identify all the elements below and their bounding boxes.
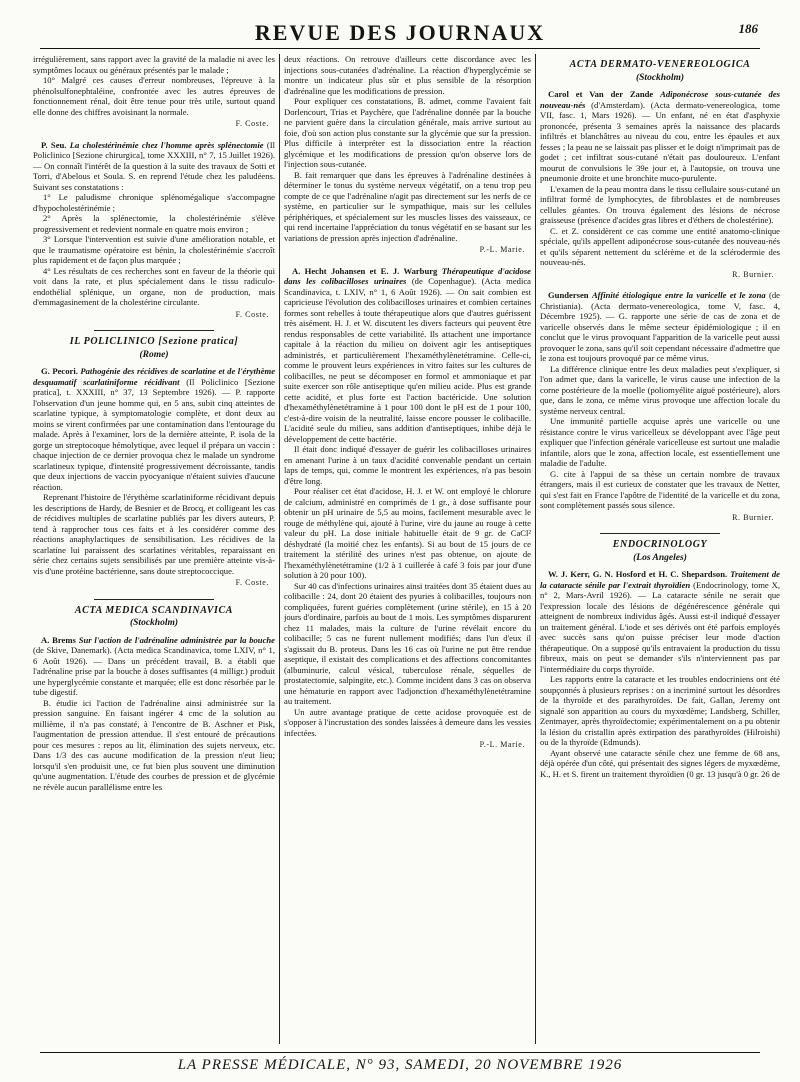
article-hecht: [284, 266, 531, 739]
paragraph: deux réactions. On retrouve d'ailleurs cette discordance avec les injections sous-cutanées d'adrénaline. La réaction d'hyperglycémie se montre un indicateur plus sûr et plus sensible de la résorption d'adrénaline que les modifications de pression.: [284, 54, 531, 96]
paragraph: irrégulièrement, sans rapport avec la gravité de la maladie ni avec les symptômes locaux ou généraux présentés par le malade ;: [33, 54, 275, 75]
paragraph: 2° Après la splénectomie, la cholestérinémie s'élève progressivement et redevient normale en quatre mois environ ;: [33, 213, 275, 234]
article-reference: (d'Amsterdam). (Acta dermato-venereologica, tome VII, fasc. 1, Mars 1926). — Un enfant, né en état d'asphyxie prononcée, présenta 3 semaines après la naissance des placards infiltrés et blanchâtres au niveau du cou, entre les épaules et aux fesses ; la peau ne se laissait pas plisser et le doigt n'imprimait pas de godet ; cet infiltrat sous-cutané n'était pas douloureux. L'enfant mourut de convulsions le 39e jour et, à l'autopsie, on trouva une pneumonie droite et une bronchite muco-purulente.: [540, 99, 780, 183]
article-title: Adiponécrose sous-cutanée des nouveau-nés: [540, 89, 780, 110]
paragraph: Pour réaliser cet état d'acidose, H. J. et W. ont employé le chlorure de calcium, administré en comprimés de 1 gr., à dose suffisante pour obtenir un pH urinaire de 5,5 au moins, facilement mesurable avec le rouge de méthylène qui, ajouté à l'urine, vire du jaune au rouge à cette valeur du pH. La dose initiale habituelle était de 9 gr. de CaCl² déshydraté (la moitié chez les enfants). Si au bout de 15 jours de ce traitement la stérilité des urines n'est pas obtenue, on ajoute de l'hexaméthylènetétramine (1/2 à 1 cuillerée à café 3 fois par jour d'une solution à 20 pour 100).: [284, 486, 531, 580]
journal-title: REVUE DES JOURNAUX: [254, 20, 546, 45]
page-number: 186: [738, 21, 758, 36]
column-3: [540, 54, 780, 1046]
paragraph: [33, 635, 275, 698]
section-divider: [94, 599, 214, 600]
paragraph: 10° Malgré ces causes d'erreur nombreuses, l'épreuve à la phénolsulfonephtaléine, confrontée avec les autres épreuves de fonctionnement rénal, doit être tenue pour très utile, surtout quand elle donne des chiffres avoisinant la normale.: [33, 75, 275, 117]
section-heading: IL POLICLINICO [Sezione pratica]: [69, 336, 239, 347]
article-pecori: [33, 366, 275, 576]
article-continuation: [33, 54, 275, 117]
paragraph: 1° Le paludisme chronique splénomégalique s'accompagne d'hypocholestérinémie ;: [33, 192, 275, 213]
page-header: [40, 18, 760, 49]
section-city: (Stockholm): [635, 72, 685, 83]
paragraph: L'examen de la peau montra dans le tissu cellulaire sous-cutané un infiltrat formé de lymphocytes, de fibroblastes et de nombreuses cellules géantes. On trouva également des lésions de nécrose graisseuse (présence d'acides gras libres et d'éthers de cholestérine).: [540, 183, 780, 225]
article-title: Pathogénie des récidives de scarlatine et de l'érythème desquamatif scarlatiniforme récidivant: [33, 366, 275, 387]
article-title: Sur l'action de l'adrénaline administrée par la bouche: [78, 634, 275, 645]
paragraph: Ayant observé une cataracte sénile chez une femme de 68 ans, déjà opérée d'un côté, qui présentait des signes légers de myxœdème, K., H. et S. firent un traitement thyroïdien (0 gr. 13 jusqu'à 0 gr. 26 de: [540, 747, 780, 779]
paragraph: Il était donc indiqué d'essayer de guérir les colibacilloses urinaires en amenant l'urine à un taux d'acidité convenable pendant un certain laps de temps, qui, comme le montrent les expériences, n'a pas besoin d'être long.: [284, 444, 531, 486]
article-reference: (de Skive, Danemark). (Acta medica Scandinavica, tome LXIV, n° 1, 6 Août 1926). — Dans un précédent travail, B. a établi que l'adrénaline prise par la bouche à doses suffisantes (4 milligr.) produit une hyperglycémie constante et marquée; elle est donc résorbée par le tube digestif.: [33, 645, 275, 697]
paragraph: Pour expliquer ces constatations, B. admet, comme l'avaient fait Dorlencourt, Trias et Paychère, que l'adrénaline donnée par la bouche ne parvient guère dans la circulation générale, mais arrive surtout au foie, d'où son action plus constante sur la glycémie que sur la pression. Plus difficile à interpréter est la dissociation entre la réaction glycémique et les modifications de pression qu'on observe lors de l'injection sous-cutanée.: [284, 96, 531, 169]
article-title: La cholestérinémie chez l'homme après splénectomie: [69, 139, 264, 150]
signature: F. Coste.: [235, 578, 269, 587]
article-brems-continuation: [284, 54, 531, 243]
paragraph: [33, 366, 275, 492]
signature: R. Burnier.: [732, 269, 774, 279]
article-kerr: [540, 569, 780, 779]
paragraph: Reprenant l'histoire de l'érythème scarlatiniforme récidivant depuis les descriptions de Hardy, de Besnier et de Brocq, et colligeant les cas de récidives multiples de scarlatine publiés par les divers auteurs, P. tend à rapprocher tous ces faits et à les considérer comme des réactions anaphylactiques de sensibilisation. Les récidives de la scarlatine lui paraissent des scarlatines véritables, reparaissant en série chez certains sujets sensibilisés par une première atteinte vis-à-vis d'une protéine bactérienne, sans doute streptococcique.: [33, 492, 275, 576]
column-2: [284, 54, 531, 1046]
column-divider: [535, 54, 536, 1044]
paragraph: 3° Lorsque l'intervention est suivie d'une amélioration notable, et que le traumatisme opératoire est bénin, la cholestérinémie s'accroît plus rapidement et de façon plus marquée ;: [33, 234, 275, 265]
article-author: Carol et Van der Zande: [548, 89, 654, 99]
article-reference: (de Copenhague). (Acta medica Scandinavica, t. LXIV, n° 1, 6 Août 1926). — On sait combien est capricieuse l'évolution des colibacilloses urinaires et combien certaines formes sont rebelles à toute thérapeutique alors que d'autres guérissent très aisément. H. J. et W. discutent les divers facteurs qui peuvent être rendus responsables de cette variabilité. Ils attachent une importance capitale à la réaction du milieu on doivent agir les antiseptiques administrés, et particulièrement l'hexaméthylènetétramine. Celle-ci, comme le prouvent leurs expériences in vitro faites sur les cultures de colibacilles, ne peut se décomposer en formol et ammoniaque et par suite exercer son rôle antiseptique qu'en milieu acide. Plus est grande cette acidité, et plus forte est l'action bactéricide. Une solution d'hexaméthylènetétramine à 1 pour 100 dont le pH est de 1 pour 100, c'est-à-dire voisin de la neutralité, laisse encore pousser le colibacille. L'acidité seule du milieu, sans addition d'antiseptiques, inhibe déjà le développement de cette bactérie.: [284, 276, 531, 444]
section-city: (Los Angeles): [633, 552, 687, 563]
article-seu: [33, 140, 275, 308]
article-reference: (Il Policlinico [Sezione chirurgica], tome XXXIII, n° 7, 15 Juillet 1926). — On connaît l'intérêt de la question à la suite des travaux de Sotti et Torri, d'Abelous et Soula. S. en reprend l'étude chez les paludéens. Suivant ses constatations :: [33, 139, 275, 192]
paragraph: Sur 40 cas d'infections urinaires ainsi traitées dont 35 étaient dues au colibacille : 24, dont 20 étaient des pyuries à colibacilles, toujours non compliquées, furent guéries complètement (urine stérile), en 15 à 20 jours d'ordinaire, parfois au bout de 1 mois. Les symptômes disparurent chez 11 malades, mais la culture de l'urine révélait encore du colibacille; 5 cas ne furent nullement modifiés; dans l'un d'eux il s'agissait du B. proteus. Dans les 16 cas où l'urine ne put être rendue aseptique, il existait des complications et des affections concomitantes (albuminurie, calcul vésical, tuberculose rénale, séquelles de prostatectomie, salpingite, etc.). Comme incident dans 3 cas on observa une hématurie en rapport avec l'adjonction d'hexaméthylènetétramine au traitement.: [284, 580, 531, 706]
paragraph: [540, 290, 780, 364]
article-gundersen: [540, 290, 780, 511]
article-author: A. Hecht Johansen et E. J. Warburg: [292, 265, 438, 276]
article-reference: (Endocrinology, tome X, n° 2, Mars-Avril 1926). — La cataracte sénile ne serait que l'expression locale des lésions de dégénérescence générale qui atteignent de nombreux individus âgés. Aussi est-il indiqué d'essayer un traitement général. L'iode et ses dérivés ont été parfois employés avec succès sans qu'on puisse préciser leur mode d'action thérapeutique. On a supposé qu'ils entravaient la production du tissu fibreux, mais on peut se demander s'ils n'interviennent pas par l'intermédiaire du corps thyroïde.: [540, 579, 780, 674]
signature: F. Coste.: [235, 309, 269, 319]
article-author: A. Brems: [41, 634, 76, 645]
paragraph: Une immunité partielle acquise après une varicelle ou une résistance contre le virus varicelleux se développant avec l'âge peut expliquer que l'infection générale varicelleuse est surtout une maladie infantile, alors que le zona, affection locale, est essentiellement une maladie de l'adulte.: [540, 416, 780, 468]
section-heading: ACTA MEDICA SCANDINAVICA: [74, 604, 234, 616]
signature: R. Burnier.: [732, 512, 774, 522]
section-city: (Rome): [139, 349, 169, 360]
article-author: W. J. Kerr, G. N. Hosford et H. C. Shepardson.: [548, 569, 728, 579]
paragraph: [284, 266, 531, 445]
article-title: Traitement de la cataracte sénile par l'extrait thyroïdien: [540, 569, 780, 590]
signature: P.-L. Marie.: [479, 740, 525, 749]
column-divider: [279, 54, 280, 1044]
article-reference: (Il Policlinico [Sezione pratica], t. XXXIII, n° 37, 13 Septembre 1926). — P. rapporte l'observation d'un jeune homme qui, en 5 ans, subit cinq atteintes de scarlatine typique, à symptomatologie complète, et dont deux au moins se virent confirmées par une contamination dans l'entourage du malade. Après à l'examiner, lors de la dernière atteinte, P. isola de la gorge un streptocoque hémolytique, avec lequel il prépara un vaccin : chaque injection de ce dernier provoqua chez le malade un syndrome scarlatineux typique, d'intensité progressivement décroissante, tandis que deux injections de vaccin pyocyanique n'étaient suivies d'aucune réaction.: [33, 376, 275, 492]
article-reference: (de Christiania). (Acta dermato-venereologica, tome V, fasc. 4, Décembre 1925). — G. rapporte une série de cas de zona et de varicelle observés dans le même secteur épidémiologique ; il en conclut que le virus provoquant l'apparition de la varicelle peut aussi provoquer le zona, sans qu'il soit cependant nécessaire d'admettre que le zona est toujours provoqué par ce même virus.: [540, 290, 780, 363]
column-1: [33, 54, 275, 1046]
article-title: Affinité étiologique entre la varicelle et le zona: [591, 290, 766, 300]
paragraph: Un autre avantage pratique de cette acidose provoquée est de s'opposer à l'incrustation des sondes laissées à demeure dans les vessies infectées.: [284, 706, 531, 738]
paragraph: 4° Les résultats de ces recherches sont en faveur de la théorie qui voit dans la rate, et plus spécialement dans le tissu radiculo-endothélial splénique, un organe, non de production, mais d'emmagasinement de la cholestérine circulante.: [33, 265, 275, 307]
section-divider: [600, 533, 720, 534]
paragraph: C. et Z. considèrent ce cas comme une entité anatomo-clinique spéciale, qu'ils appellent adiponécrose sous-cutanée des nouveau-nés et qu'ils séparent nettement du sclérème et de la sclérodermie des nouveau-nés.: [540, 225, 780, 267]
publication-footer: LA PRESSE MÉDICALE, N° 93, SAMEDI, 20 NOVEMBRE 1926: [177, 1057, 623, 1073]
signature: F. Coste.: [235, 119, 269, 128]
paragraph: G. cite à l'appui de sa thèse un certain nombre de travaux étrangers, mais il est curieux de constater que les travaux de Netter, qui s'est fait en France l'apôtre de l'identité de la varicelle et du zona, sont complètement passés sous silence.: [540, 468, 780, 510]
paragraph: B. fait remarquer que dans les épreuves à l'adrénaline destinées à déterminer le tonus du système nerveux végétatif, on a tenu trop peu compte de ce que l'adrénaline n'agit pas directement sur les nerfs de ce système, en particulier sur le sympathique, mais sur les cellules périphériques, et spécialement sur les muscles lisses des vaisseaux, ce qui rend incertaine l'appréciation du tonus végétatif en se basant sur les variations de pression après injection d'adrénaline.: [284, 169, 531, 243]
article-author: P. Seu.: [41, 139, 67, 150]
article-author: Gundersen: [548, 290, 589, 300]
article-author: G. Pecori.: [41, 366, 78, 376]
paragraph: [540, 89, 780, 184]
article-title: Thérapeutique d'acidose dans les colibacilloses urinaires: [284, 265, 531, 286]
paragraph: [33, 140, 275, 193]
paragraph: B. étudie ici l'action de l'adrénaline ainsi administrée sur la pression sanguine. En faisant ingérer 4 cmc de la solution au millième, il n'a pas constaté, à l'encontre de B. Aschner et Pisk, l'augmentation de pression attendue. Il s'est entouré de précautions pour ces mesures : repos au lit, élimination des sujets nerveux, etc. Dans 1/3 des cas aucune modification de la pression n'eut lieu; lorsqu'il s'en produisit une, ce fut bien plus souvent une diminution qu'une augmentation. L'étude des courbes de pression et de glycémie ne révèle aucun parallélisme entre les: [33, 697, 275, 792]
section-city: (Stockholm): [129, 618, 179, 628]
article-carol: [540, 89, 780, 268]
section-divider: [94, 330, 214, 331]
section-heading: ENDOCRINOLOGY: [612, 539, 708, 550]
article-brems: [33, 635, 275, 793]
signature: P.-L. Marie.: [479, 245, 525, 254]
paragraph: Les rapports entre la cataracte et les troubles endocriniens ont été soupçonnés à plusieurs reprises : on a incriminé surtout les désordres de la thyroïde et des parathyroïdes. De fait, Gallan, Jeremy ont signalé son apparition au cours du myxœdème; Landsberg, Schiller, Zentmayer, après thyroïdectomie; expérimentalement on a pu obtenir la lésion du cristallin après extirpation des parathyroïdes (Hilroishi) ou de la thyroïde (Edmunds).: [540, 674, 780, 747]
paragraph: [540, 569, 780, 674]
page-footer: [40, 1052, 760, 1077]
section-heading: ACTA DERMATO-VENEREOLOGICA: [569, 59, 751, 70]
paragraph: La différence clinique entre les deux maladies peut s'expliquer, si l'on admet que, dans la varicelle, le virus cause une infection de la corne postérieure de la moelle (poliomyélite aiguë postérieure), alors que, dans le zona, ce même virus provoque une affection locale du système nerveux central.: [540, 363, 780, 416]
